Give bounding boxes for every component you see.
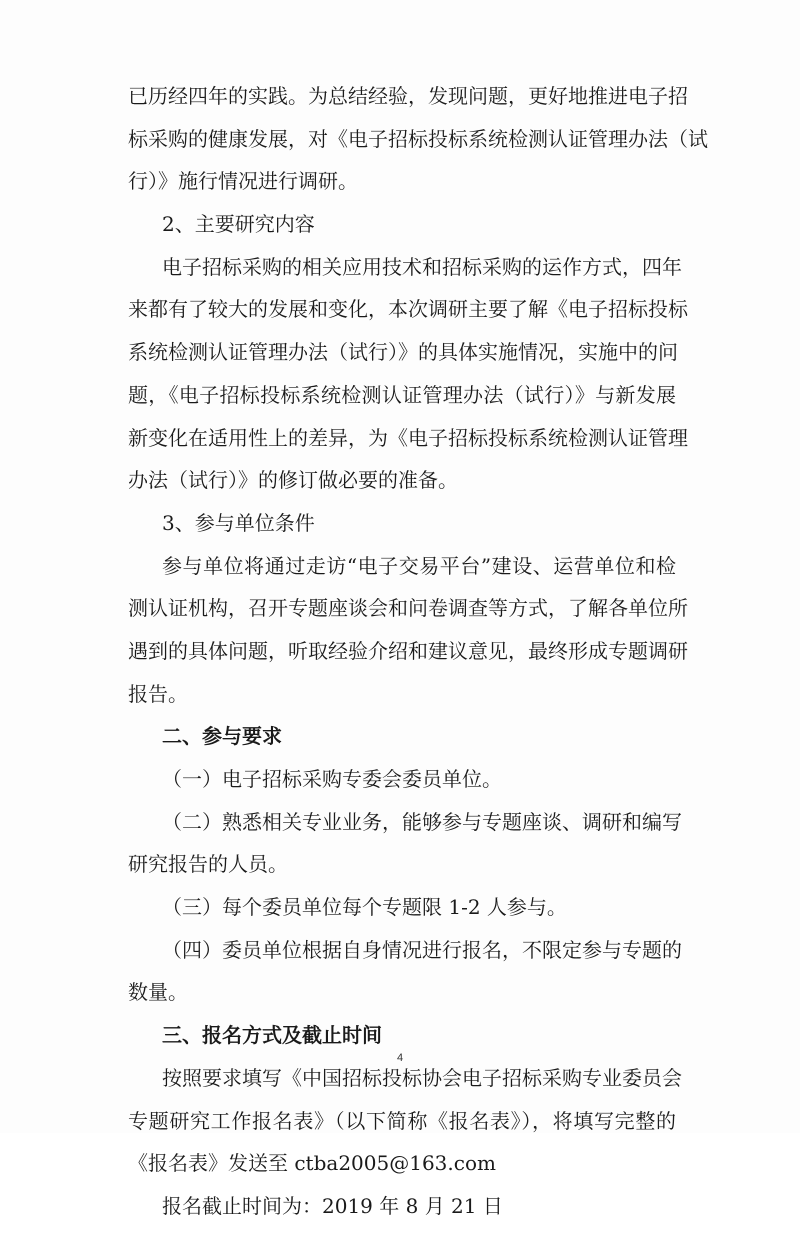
section-2-heading: 二、参与要求 bbox=[162, 724, 282, 749]
section-3-email-line: 《报名表》发送至 ctba2005@163.com bbox=[128, 1151, 496, 1176]
subsection-3-heading: 3、参与单位条件 bbox=[162, 510, 315, 535]
subsection-3-line-1: 参与单位将通过走访“电子交易平台”建设、运营单位和检 bbox=[162, 553, 676, 578]
subsection-3-line-4: 报告。 bbox=[128, 681, 188, 706]
section-2-item-1: （一）电子招标采购专委会委员单位。 bbox=[162, 767, 502, 791]
intro-line-2: 标采购的健康发展，对《电子招标投标系统检测认证管理办法（试 bbox=[128, 126, 708, 151]
subsection-2-line-2: 来都有了较大的发展和变化，本次调研主要了解《电子招标投标 bbox=[128, 297, 688, 322]
intro-line-1: 已历经四年的实践。为总结经验，发现问题，更好地推进电子招 bbox=[128, 84, 688, 108]
page-number: 4 bbox=[396, 1052, 404, 1064]
section-2-item-2-line-2: 研究报告的人员。 bbox=[128, 852, 288, 877]
intro-line-3: 行）》施行情况进行调研。 bbox=[128, 169, 358, 194]
section-3-deadline-line: 报名截止时间为：2019 年 8 月 21 日 bbox=[162, 1193, 503, 1218]
page-content bbox=[128, 84, 708, 1239]
section-3-heading: 三、报名方式及截止时间 bbox=[162, 1023, 382, 1048]
subsection-2-heading: 2、主要研究内容 bbox=[162, 212, 315, 237]
section-3-line-2: 专题研究工作报名表》（以下简称《报名表》），将填写完整的 bbox=[128, 1108, 676, 1133]
section-2-item-2-line-1: （二）熟悉相关专业业务，能够参与专题座谈、调研和编写 bbox=[162, 809, 682, 834]
subsection-3-line-3: 遇到的具体问题，听取经验介绍和建议意见，最终形成专题调研 bbox=[128, 638, 688, 663]
subsection-3-line-2: 测认证机构，召开专题座谈会和问卷调查等方式，了解各单位所 bbox=[128, 596, 688, 621]
section-3-line-1: 按照要求填写《中国招标投标协会电子招标采购专业委员会 bbox=[162, 1065, 682, 1090]
subsection-2-line-4: 题，《电子招标投标系统检测认证管理办法（试行）》与新发展 bbox=[128, 382, 676, 407]
subsection-2-line-3: 系统检测认证管理办法（试行）》的具体实施情况，实施中的问 bbox=[128, 340, 678, 365]
subsection-2-line-1: 电子招标采购的相关应用技术和招标采购的运作方式，四年 bbox=[162, 254, 682, 279]
subsection-2-line-6: 办法（试行）》的修订做必要的准备。 bbox=[128, 468, 458, 493]
subsection-2-line-5: 新变化在适用性上的差异，为《电子招标投标系统检测认证管理 bbox=[128, 425, 688, 450]
section-2-item-4-line-1: （四）委员单位根据自身情况进行报名，不限定参与专题的 bbox=[162, 937, 682, 962]
section-2-item-4-line-2: 数量。 bbox=[128, 980, 188, 1005]
section-2-item-3: （三）每个委员单位每个专题限 1-2 人参与。 bbox=[162, 895, 567, 920]
